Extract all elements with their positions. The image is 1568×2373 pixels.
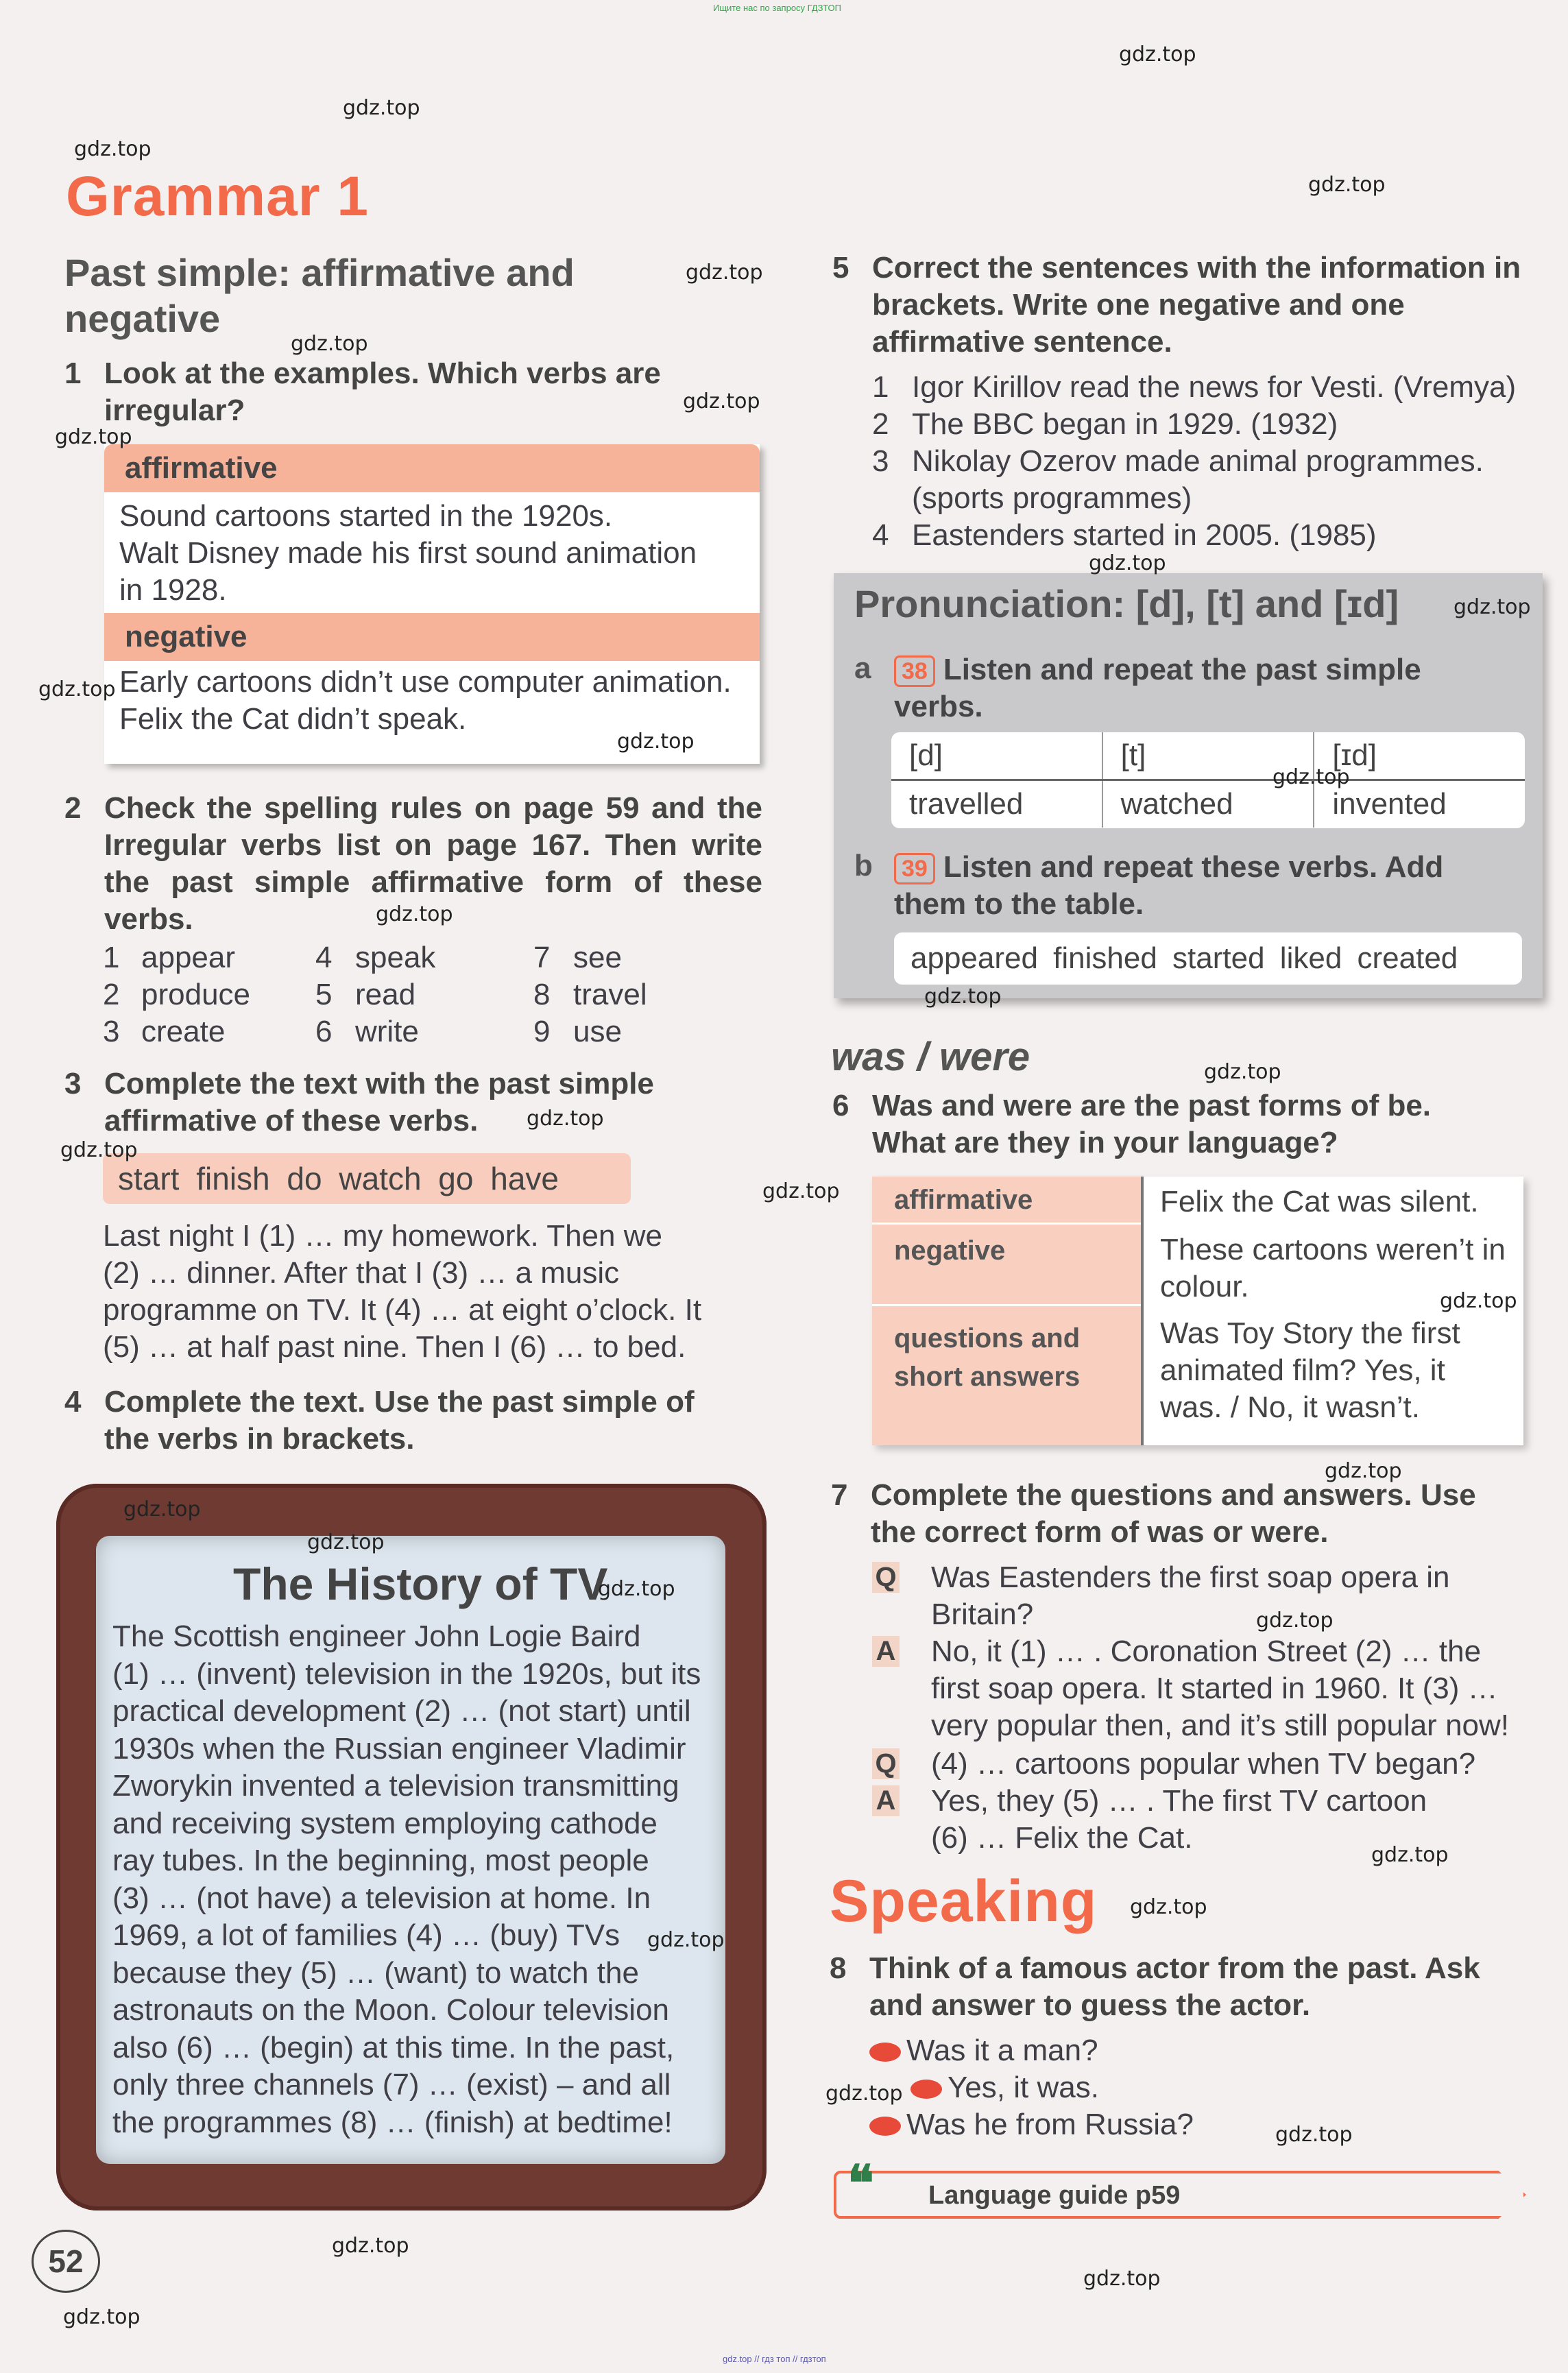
speech-bubble-icon: [869, 2043, 901, 2062]
subtitle: Past simple: affirmative and negative: [64, 251, 575, 340]
was-were-table: [872, 1177, 1523, 1445]
task-text: Listen and repeat the past simple verbs.: [894, 653, 1421, 723]
watermark: gdz.top: [1308, 173, 1386, 197]
verb: create: [141, 1015, 226, 1048]
watermark: gdz.top: [598, 1577, 675, 1601]
watermark: gdz.top: [60, 1138, 138, 1162]
watermark: gdz.top: [1256, 1609, 1334, 1633]
row-example: Was Toy Story the first animated film? Yes, it was. / No, it wasn’t.: [1160, 1316, 1460, 1424]
tv-title: The History of TV: [233, 1558, 608, 1609]
watermark: gdz.top: [1275, 2123, 1353, 2147]
verb: appear: [141, 941, 236, 974]
task-text: Listen and repeat these verbs. Add them to the table.: [894, 850, 1444, 921]
affirmative-header: affirmative: [104, 444, 760, 492]
watermark: gdz.top: [1273, 765, 1350, 789]
watermark: gdz.top: [376, 902, 453, 926]
item-number: 4: [872, 518, 889, 552]
speaking-heading: Speaking: [830, 1868, 1098, 1934]
gap-text: [103, 1218, 747, 1366]
exercise-text: Check the spelling rules on page 59 and the Irregular verbs list on page 167. Then write the past simple affirmative form of these verbs.: [104, 791, 762, 936]
page-title: Grammar 1: [66, 165, 370, 228]
top-link[interactable]: Ищите нас по запросу ГДЗТОП: [713, 3, 842, 13]
qa-text: [931, 1559, 1534, 1633]
verb-list-col3: [533, 939, 739, 1050]
row-label: questions and short answers: [894, 1323, 1081, 1392]
verb: see: [573, 941, 622, 974]
row-example: These cartoons weren’t in colour.: [1160, 1233, 1506, 1303]
watermark: gdz.top: [1083, 2267, 1161, 2291]
example-line: in 1928.: [119, 573, 227, 607]
word-box: start finish do watch go have: [103, 1153, 631, 1204]
exercise-text: Complete the questions and answers. Use the correct form of was or were.: [871, 1478, 1476, 1549]
dialogue-line: Was he from Russia?: [906, 2108, 1194, 2141]
audio-track-badge[interactable]: 38: [894, 655, 935, 687]
exercise-text: Complete the text with the past simple affirmative of these verbs.: [104, 1067, 654, 1137]
item-number: 2: [872, 407, 889, 441]
item-number: 4: [315, 941, 333, 974]
text-line: No, it (1) … . Coronation Street (2) … the: [931, 1635, 1482, 1668]
exercise-5: [832, 250, 1530, 361]
verb-list-col2: [315, 939, 521, 1050]
row-example: Felix the Cat was silent.: [1160, 1185, 1479, 1218]
pronunciation-title: Pronunciation: [d], [t] and [ɪd]: [854, 582, 1399, 625]
a-marker: A: [872, 1785, 900, 1816]
text-line: because they (5) … (want) to watch the: [112, 1955, 639, 1990]
watermark: gdz.top: [74, 137, 152, 161]
text-line: very popular then, and it’s still popular now!: [931, 1709, 1510, 1742]
example-line: Sound cartoons started in the 1920s.: [119, 499, 613, 533]
page-number: 52: [32, 2230, 100, 2293]
watermark: gdz.top: [55, 425, 132, 449]
exercise-6: [832, 1087, 1489, 1161]
correction-list: [872, 369, 1537, 554]
speech-bubble-icon: [910, 2080, 942, 2099]
exercise-3: [64, 1065, 708, 1140]
verb: read: [355, 978, 416, 1011]
watermark: gdz.top: [1130, 1895, 1207, 1919]
table-cell: travelled: [891, 781, 1103, 828]
watermark: gdz.top: [1119, 43, 1196, 67]
watermark: gdz.top: [825, 2082, 903, 2106]
dialogue-line: Was it a man?: [906, 2034, 1098, 2067]
verb-list-col1: [103, 939, 336, 1050]
item-number: 3: [103, 1015, 120, 1048]
pronunciation-table: [891, 732, 1525, 828]
exercise-number: 4: [64, 1385, 82, 1419]
verb: use: [573, 1015, 622, 1048]
quote-icon: ❝: [847, 2156, 874, 2211]
text-line: Last night I (1) … my homework. Then we: [103, 1219, 662, 1253]
exercise-text: Was and were are the past forms of be. What are they in your language?: [872, 1089, 1432, 1159]
watermark: gdz.top: [924, 985, 1002, 1009]
watermark: gdz.top: [307, 1530, 385, 1554]
pronunciation-task-b: [894, 849, 1511, 923]
watermark: gdz.top: [686, 261, 763, 285]
item-number: 8: [533, 978, 551, 1011]
qa-text: [931, 1746, 1534, 1783]
verb: write: [355, 1015, 419, 1048]
qa-text: [931, 1633, 1534, 1744]
watermark: gdz.top: [762, 1179, 840, 1203]
exercise-number: 7: [831, 1478, 848, 1512]
text-line: (6) … Felix the Cat.: [931, 1821, 1193, 1855]
watermark: gdz.top: [332, 2234, 409, 2258]
item-text: (sports programmes): [912, 481, 1192, 515]
grammar-table: [104, 444, 760, 764]
text-line: astronauts on the Moon. Colour television: [112, 1993, 670, 2027]
dialogue-line: Yes, it was.: [948, 2071, 1099, 2104]
row-label: affirmative: [894, 1185, 1033, 1215]
text-line: 1930s when the Russian engineer Vladimir: [112, 1731, 686, 1766]
watermark: gdz.top: [1440, 1289, 1517, 1313]
watermark: gdz.top: [343, 96, 420, 120]
exercise-number: 8: [830, 1951, 847, 1985]
verb: travel: [573, 978, 647, 1011]
exercise-number: 1: [64, 357, 82, 390]
text-line: Zworykin invented a television transmitting: [112, 1769, 679, 1803]
q-marker: Q: [872, 1562, 900, 1593]
exercise-1: [64, 355, 708, 429]
exercise-number: 2: [64, 791, 82, 825]
a-marker: A: [872, 1636, 900, 1667]
exercise-text: Complete the text. Use the past simple of the verbs in brackets.: [104, 1385, 695, 1456]
item-text: Nikolay Ozerov made animal programmes.: [912, 444, 1484, 478]
item-number: 3: [872, 444, 889, 478]
section-heading: was / were: [831, 1035, 1030, 1079]
row-label: negative: [894, 1236, 1006, 1266]
text-line: and receiving system employing cathode: [112, 1806, 658, 1840]
verb-word-box: appeared finished started liked created: [894, 932, 1522, 985]
watermark: gdz.top: [38, 677, 116, 701]
text-line: the programmes (8) … (finish) at bedtime!: [112, 2105, 673, 2139]
item-text: Eastenders started in 2005. (1985): [912, 518, 1377, 552]
watermark: gdz.top: [1325, 1459, 1402, 1483]
watermark: gdz.top: [1454, 595, 1531, 619]
item-number: 9: [533, 1015, 551, 1048]
text-line: The Scottish engineer John Logie Baird: [112, 1619, 641, 1653]
text-line: programme on TV. It (4) … at eight o’clock. It: [103, 1293, 702, 1327]
text-line: Yes, they (5) … . The first TV cartoon: [931, 1784, 1427, 1818]
part-letter: a: [854, 651, 871, 685]
text-line: ray tubes. In the beginning, most people: [112, 1844, 649, 1877]
verb: speak: [355, 941, 436, 974]
text-line: practical development (2) … (not start) until: [112, 1694, 691, 1728]
watermark: gdz.top: [123, 1497, 201, 1521]
exercise-4: [64, 1384, 742, 1458]
verb: produce: [141, 978, 251, 1011]
watermark: gdz.top: [291, 332, 368, 356]
watermark: gdz.top: [617, 730, 695, 754]
item-number: 2: [103, 978, 120, 1011]
column-head: [ɪd]: [1332, 738, 1377, 772]
language-guide-label[interactable]: Language guide p59: [928, 2181, 1181, 2210]
watermark: gdz.top: [1204, 1060, 1281, 1084]
text-line: first soap opera. It started in 1960. It (3) …: [931, 1672, 1498, 1705]
watermark: gdz.top: [1371, 1843, 1449, 1867]
negative-header: negative: [104, 613, 760, 661]
text-line: Britain?: [931, 1598, 1034, 1631]
tv-text: [112, 1618, 716, 2141]
table-cell: invented: [1332, 787, 1447, 821]
table-cell: watched: [1103, 781, 1315, 828]
item-number: 1: [872, 370, 889, 404]
item-text: The BBC began in 1929. (1932): [912, 407, 1338, 441]
exercise-text: Correct the sentences with the information in brackets. Write one negative and one affirmative sentence.: [872, 251, 1521, 359]
column-head: [d]: [891, 732, 1103, 779]
watermark: gdz.top: [647, 1928, 725, 1952]
text-line: also (6) … (begin) at this time. In the past,: [112, 2030, 675, 2064]
audio-track-badge[interactable]: 39: [894, 853, 935, 884]
example-line: Walt Disney made his first sound animation: [119, 536, 697, 570]
item-number: 5: [315, 978, 333, 1011]
footer-link[interactable]: gdz.top // гдз топ // гдзтоп: [723, 2354, 826, 2364]
exercise-number: 5: [832, 251, 849, 285]
exercise-text: Think of a famous actor from the past. Ask and answer to guess the actor.: [869, 1951, 1480, 2022]
text-line: (4) … cartoons popular when TV began?: [931, 1747, 1476, 1781]
text-line: only three channels (7) … (exist) – and all: [112, 2068, 671, 2101]
text-line: Was Eastenders the first soap opera in: [931, 1561, 1450, 1594]
text-line: (5) … at half past nine. Then I (6) … to bed.: [103, 1330, 686, 1364]
speech-bubble-icon: [869, 2117, 901, 2136]
item-number: 6: [315, 1015, 333, 1048]
watermark: gdz.top: [527, 1107, 604, 1131]
exercise-8: [830, 1950, 1528, 2024]
item-number: 7: [533, 941, 551, 974]
watermark: gdz.top: [63, 2305, 141, 2329]
text-line: 1969, a lot of families (4) … (buy) TVs: [112, 1918, 620, 1952]
q-marker: Q: [872, 1748, 900, 1779]
exercise-number: 3: [64, 1067, 82, 1100]
exercise-text: Look at the examples. Which verbs are irregular?: [104, 357, 661, 427]
part-letter: b: [854, 849, 873, 882]
example-line: Early cartoons didn’t use computer animation.: [119, 665, 732, 699]
text-line: (1) … (invent) television in the 1920s, but its: [112, 1657, 701, 1691]
text-line: (2) … dinner. After that I (3) … a music: [103, 1256, 620, 1290]
watermark: gdz.top: [1089, 551, 1166, 575]
pronunciation-task-a: [894, 651, 1511, 725]
item-text: Igor Kirillov read the news for Vesti. (Vremya): [912, 370, 1517, 404]
column-head: [t]: [1103, 732, 1315, 779]
watermark: gdz.top: [683, 389, 760, 413]
text-line: (3) … (not have) a television at home. In: [112, 1881, 651, 1915]
exercise-number: 6: [832, 1089, 849, 1122]
exercise-7: [831, 1477, 1529, 1551]
example-line: Felix the Cat didn’t speak.: [119, 702, 467, 736]
item-number: 1: [103, 941, 120, 974]
